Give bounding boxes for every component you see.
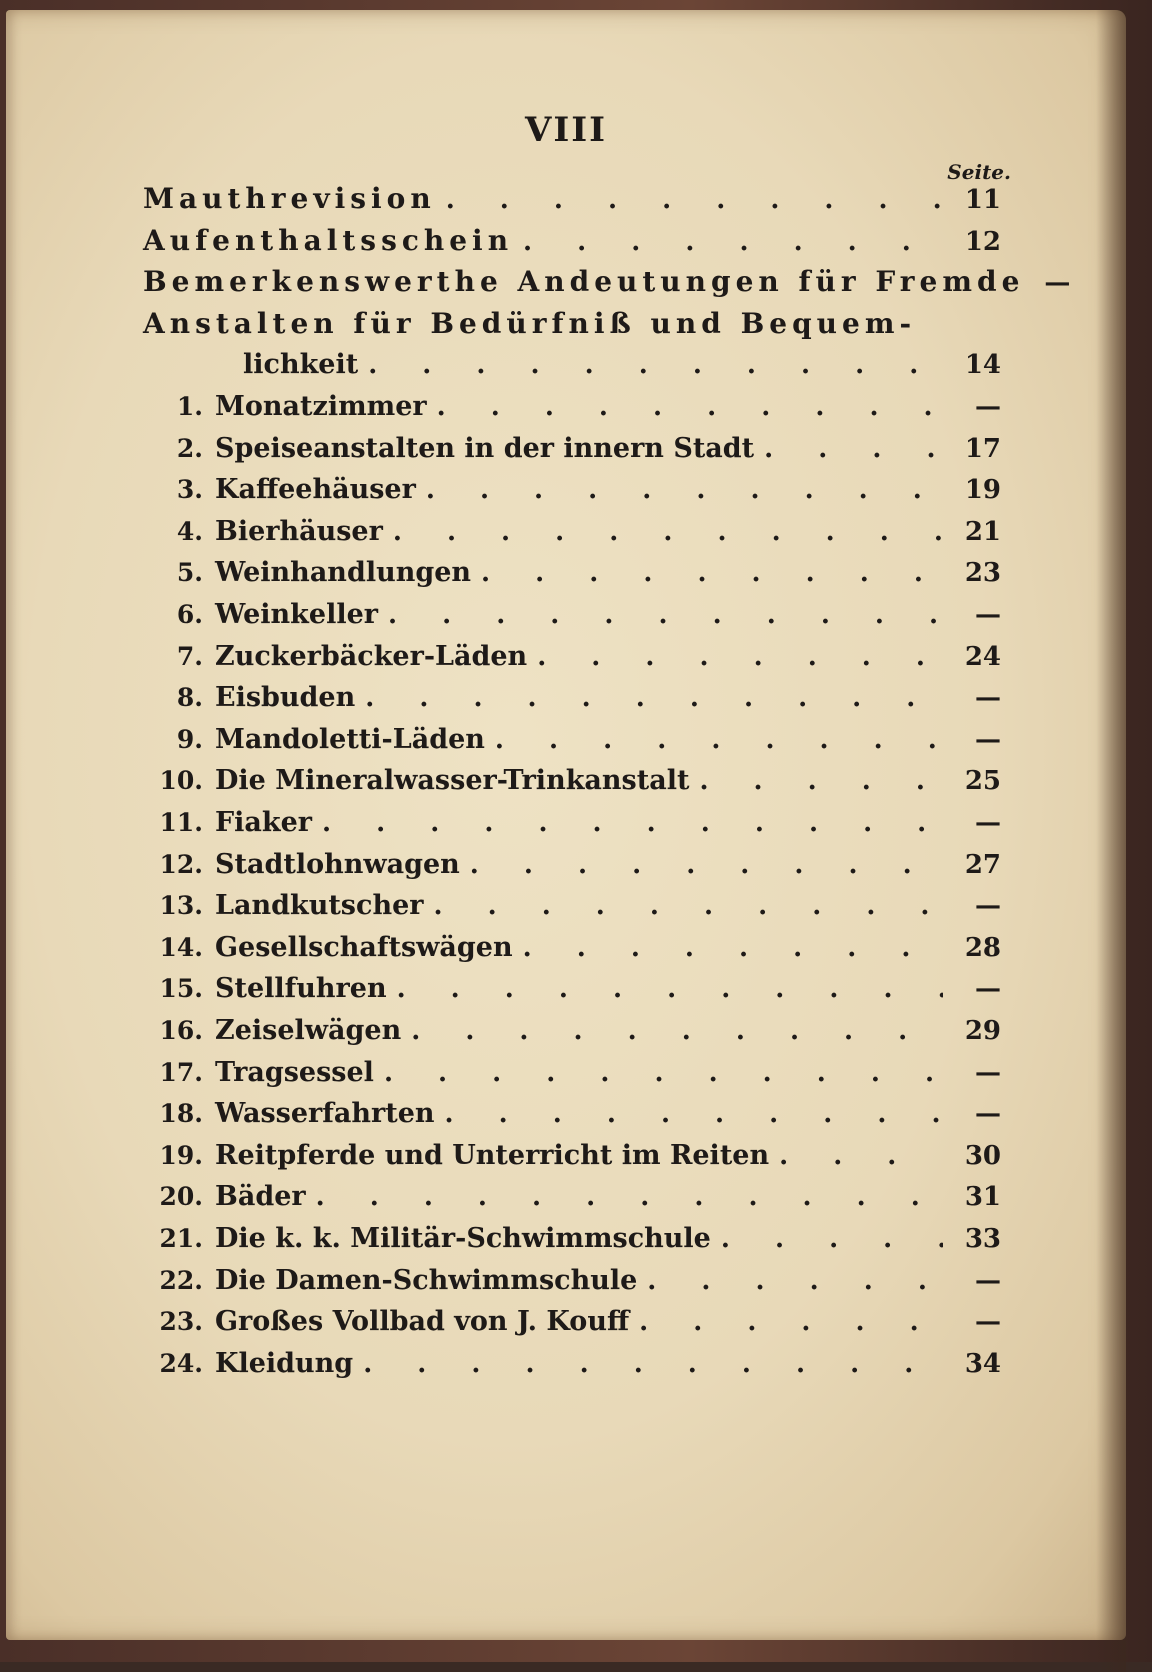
toc-leader-dots: [495, 719, 943, 761]
toc-entry-page: 27: [964, 849, 1001, 880]
toc-entry: [149, 1010, 1001, 1052]
toc-entry-page: —: [975, 1265, 1001, 1296]
toc-entry-page: —: [975, 1307, 1001, 1338]
toc-entry-title: Stellfuhren: [215, 973, 387, 1005]
toc-leader-dots: [316, 1176, 943, 1218]
toc-entry-page: 28: [964, 932, 1001, 963]
toc-entry: [149, 802, 1001, 844]
toc-leader-dots: [368, 344, 943, 386]
toc-entry-title: Tragsessel: [215, 1056, 374, 1088]
toc-entry-page: —: [975, 1099, 1001, 1130]
toc-entry: [149, 594, 1001, 636]
toc-entry-page: 17: [964, 433, 1001, 464]
toc-entry-number: 16.: [159, 1016, 203, 1045]
toc-entry-number: 11.: [159, 808, 203, 837]
toc-entry-number: 24.: [159, 1348, 203, 1378]
toc-entry-title: Stadtlohnwagen: [215, 848, 460, 880]
toc-entry: [149, 1052, 1001, 1094]
toc-leader-dots: [699, 760, 943, 802]
toc-entry-page: 11: [964, 185, 1001, 215]
toc-entry: [149, 1260, 1001, 1302]
toc-leader-dots: [397, 968, 943, 1010]
toc-entry-title: Mauthrevision: [143, 182, 436, 215]
toc-entry-title: Monatzimmer: [215, 391, 427, 422]
toc-entry-number: 18.: [159, 1099, 203, 1129]
toc-entry-number: 17.: [159, 1057, 203, 1087]
toc-leader-dots: [523, 221, 943, 263]
toc-entry-title: Speiseanstalten in der innern Stadt: [215, 432, 755, 464]
toc-entry-number: 2.: [176, 433, 203, 463]
toc-entry-title: Zeiselwägen: [215, 1015, 402, 1046]
toc-entry: [149, 1343, 1001, 1385]
toc-entry-title: Die Damen-Schwimmschule: [215, 1264, 638, 1296]
toc-entry: [149, 677, 1001, 719]
toc-entry: [149, 469, 1001, 511]
toc-entry: [149, 968, 1001, 1010]
toc-entry-number: 23.: [159, 1307, 203, 1337]
toc-entry-page: 19: [964, 475, 1001, 506]
page-edge-shadow: [1096, 10, 1126, 1672]
toc-entry-page: —: [1044, 268, 1071, 299]
toc-entry: [149, 636, 1001, 678]
toc-entry: [149, 885, 1001, 927]
toc-entry-page: —: [975, 1057, 1001, 1088]
toc-entry-page: 21: [964, 516, 1001, 547]
toc-entry-title: Die Mineralwasser-Trinkanstalt: [215, 765, 690, 797]
toc-leader-dots: [363, 1343, 943, 1385]
toc-entry-title: Gesellschaftswägen: [215, 931, 513, 963]
toc-entry-title: lichkeit: [243, 349, 359, 381]
toc-entry-number: 14.: [159, 932, 203, 962]
toc-entry: [149, 1135, 1001, 1177]
toc-entry-title: Reitpferde und Unterricht im Reiten: [215, 1139, 770, 1171]
toc-entry-page: 29: [964, 1016, 1001, 1046]
toc-entry-page: 31: [964, 1182, 1001, 1213]
toc-entry-title: Anstalten für Bedürfniß und Bequem-: [143, 306, 917, 340]
toc-entry-title: Aufenthaltsschein: [143, 223, 514, 257]
toc-leader-dots: [365, 677, 943, 719]
toc-entry-number: 3.: [176, 475, 203, 505]
toc-entry-title: Wasserfahrten: [215, 1098, 435, 1130]
toc-entry-title: Bierhäuser: [215, 515, 383, 547]
toc-entry: [149, 760, 1001, 802]
toc-entry: [149, 552, 1001, 594]
toc-entry-page: 25: [964, 766, 1001, 797]
toc-leader-dots: [433, 885, 943, 927]
toc-entry-title: Fiaker: [215, 807, 313, 838]
toc-leader-dots: [721, 1218, 943, 1260]
toc-leader-dots: [470, 844, 943, 886]
toc-entry-number: 6.: [176, 600, 203, 629]
toc-entry: [149, 1176, 1001, 1218]
toc-entry-page: —: [975, 392, 1001, 422]
toc-entry-number: 10.: [159, 766, 203, 796]
toc-entry: [143, 303, 1001, 345]
toc-leader-dots: [779, 1135, 943, 1177]
table-of-contents: [6, 10, 1126, 1640]
toc-entry-number: 12.: [159, 849, 203, 879]
toc-entry-page: 30: [964, 1140, 1001, 1171]
toc-entry-title: Landkutscher: [215, 890, 424, 922]
toc-entry-page: 24: [964, 641, 1001, 672]
toc-leader-dots: [437, 386, 943, 428]
toc-entry: [243, 344, 1001, 386]
toc-entry-number: 5.: [176, 558, 203, 588]
toc-entry-page: 23: [964, 558, 1001, 589]
toc-entry-page: —: [975, 683, 1001, 714]
toc-entry-number: 4.: [176, 516, 203, 546]
toc-entry-number: 9.: [176, 724, 203, 754]
toc-entry-page: —: [975, 808, 1001, 838]
toc-entry: [149, 844, 1001, 886]
toc-entry-page: —: [975, 974, 1001, 1005]
toc-entry: [149, 1218, 1001, 1260]
toc-entry-page: 33: [964, 1224, 1001, 1254]
toc-entry: [149, 719, 1001, 761]
toc-entry-number: 13.: [159, 891, 203, 921]
toc-entry-number: 20.: [159, 1182, 203, 1212]
toc-entry-title: Die k. k. Militär-Schwimmschule: [215, 1223, 711, 1254]
toc-entry-page: 14: [964, 350, 1001, 381]
toc-leader-dots: [639, 1301, 943, 1343]
toc-entry-title: Kleidung: [215, 1347, 354, 1379]
toc-entry-title: Großes Vollbad von J. Kouff: [215, 1306, 630, 1338]
toc-entry: [143, 178, 1001, 220]
toc-leader-dots: [446, 179, 943, 221]
book-page: [6, 10, 1126, 1640]
toc-entry-title: Weinkeller: [215, 599, 378, 630]
toc-leader-dots: [481, 552, 943, 594]
toc-leader-dots: [647, 1260, 943, 1302]
toc-entry-number: 1.: [176, 392, 203, 421]
toc-leader-dots: [764, 428, 943, 470]
toc-entry-title: Zuckerbäcker-Läden: [215, 640, 528, 672]
toc-entry-title: Mandoletti-Läden: [215, 723, 485, 755]
toc-entry-page: —: [975, 891, 1001, 922]
toc-entry-title: Eisbuden: [215, 682, 356, 714]
toc-entry-page: —: [975, 724, 1001, 755]
toc-leader-dots: [426, 469, 943, 511]
toc-entry-title: Kaffeehäuser: [215, 474, 416, 506]
toc-entry-number: 19.: [159, 1140, 203, 1170]
toc-entry: [149, 386, 1001, 428]
toc-entry: [149, 428, 1001, 470]
toc-leader-dots: [445, 1093, 943, 1135]
toc-entry: [149, 1093, 1001, 1135]
toc-entry-number: 8.: [176, 683, 203, 713]
toc-entry: [149, 1301, 1001, 1343]
toc-entry-number: 22.: [159, 1265, 203, 1295]
toc-leader-dots: [523, 927, 943, 969]
toc-leader-dots: [411, 1010, 943, 1052]
toc-entry-title: Bäder: [215, 1181, 306, 1213]
toc-leader-dots: [388, 594, 943, 636]
toc-entry-title: Weinhandlungen: [215, 557, 472, 589]
toc-entry-title: Bemerkenswerthe Andeutungen für Fremde: [143, 265, 1025, 299]
toc-entry-page: 12: [964, 226, 1001, 257]
toc-entry: [149, 927, 1001, 969]
toc-entry: [143, 220, 1001, 262]
page-number: VIII: [524, 110, 608, 150]
toc-entry-number: 15.: [159, 974, 203, 1004]
toc-entry: [143, 261, 1071, 303]
toc-entry-page: 34: [964, 1348, 1001, 1379]
toc-entry: [149, 511, 1001, 553]
toc-entry-page: —: [975, 600, 1001, 630]
toc-leader-dots: [393, 511, 943, 553]
toc-leader-dots: [384, 1052, 943, 1094]
toc-leader-dots: [537, 636, 943, 678]
toc-leader-dots: [322, 802, 943, 844]
page-column-header: Seite.: [947, 160, 1011, 184]
toc-entry-number: 21.: [159, 1224, 203, 1253]
toc-entry-number: 7.: [176, 641, 203, 671]
